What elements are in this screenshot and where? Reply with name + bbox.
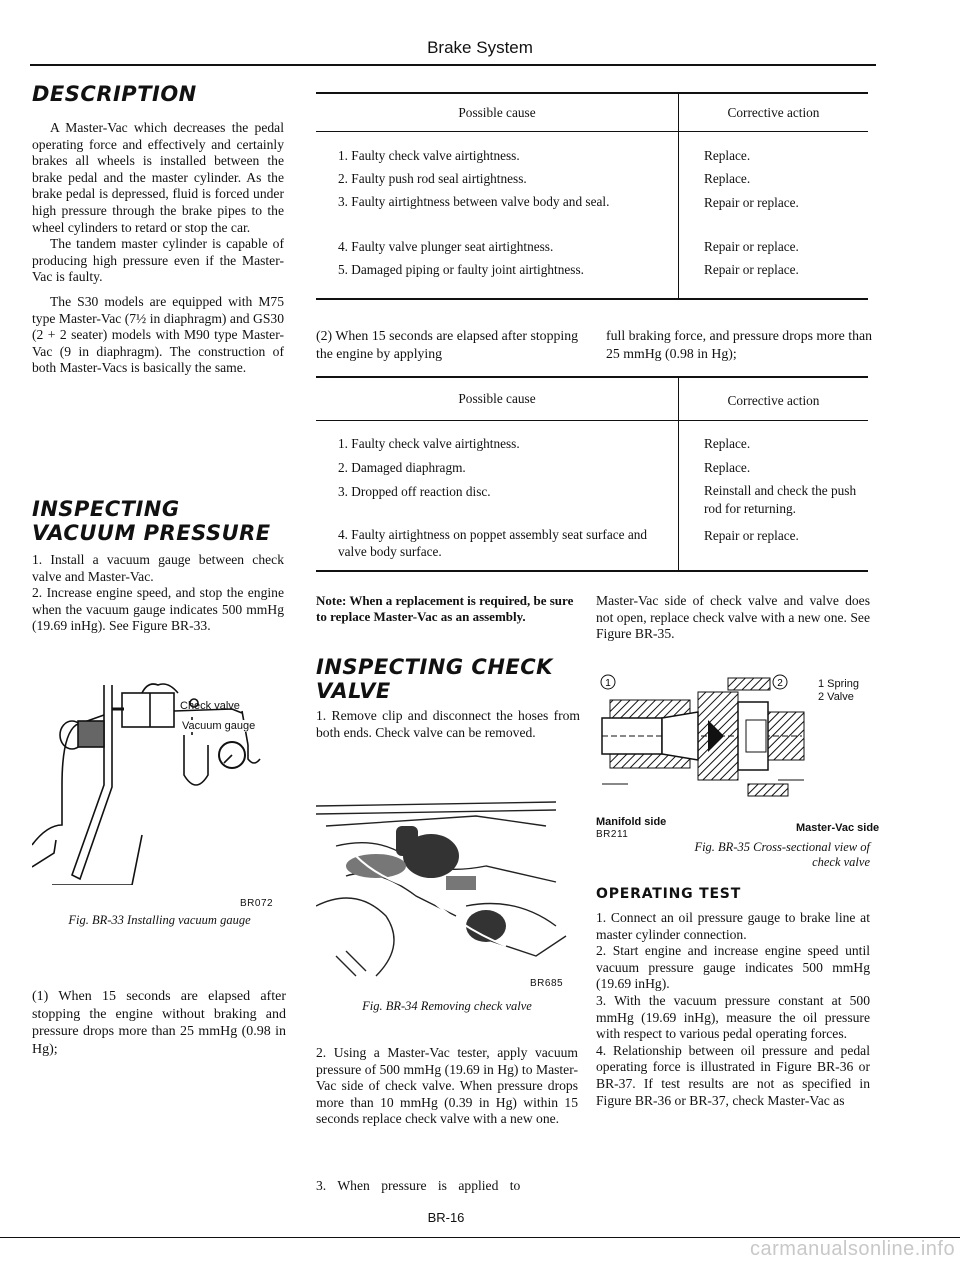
- table2-action: Replace.: [704, 436, 751, 451]
- check-valve-heading: [316, 655, 553, 703]
- description-p2: The tandem master cylinder is capable of producing high pressure even if the Master-Vac is faulty.: [32, 236, 284, 285]
- check-valve-step2: 2. Using a Master-Vac tester, apply vacuum pressure of 500 mmHg (19.69 in Hg) to Master-Vac side of check valve. When pressure drops more than 10 mmHg (0.39 in Hg) within 15 seconds replace check valve with a new one.: [316, 1045, 578, 1127]
- table1-row: [338, 146, 672, 165]
- svg-text:1: 1: [605, 678, 611, 689]
- svg-text:2: 2: [777, 678, 783, 689]
- table1-col-header-action: Corrective action: [727, 105, 820, 120]
- table2-action: Replace.: [704, 460, 751, 475]
- operating-test-steps: [596, 910, 870, 1109]
- heading-line: INSPECTING CHECK: [316, 655, 553, 679]
- step: 3. With the vacuum pressure constant at 500 mmHg (19.69 inHg), measure the oil pressure with respect to various pedal operating forces.: [596, 992, 870, 1042]
- check-valve-continued: Master-Vac side of check valve and valve does not open, replace check valve with a new one. See Figure BR-35.: [596, 593, 870, 642]
- operating-test-heading: OPERATING TEST: [596, 886, 742, 902]
- fig-br35-manifold-label: Manifold side: [596, 816, 667, 828]
- check-valve-step1: 1. Remove clip and disconnect the hoses from both ends. Check valve can be removed.: [316, 708, 580, 740]
- table1-row: [338, 260, 672, 279]
- step: 1. Install a vacuum gauge between check valve and Master-Vac.: [32, 552, 284, 584]
- fig-br34-caption: Fig. BR-34 Removing check valve: [362, 999, 532, 1013]
- fig-br35-code: BR211: [596, 829, 629, 840]
- table1-divider: [678, 92, 679, 300]
- table2-header-rule: [316, 420, 868, 421]
- table2-action: Reinstall and check the push rod for returning.: [704, 483, 857, 516]
- table2-row: [338, 434, 672, 453]
- table1-action: Replace.: [704, 148, 751, 163]
- table1-action: Repair or replace.: [704, 195, 799, 210]
- fig-label-vacuum-gauge: Vacuum gauge: [182, 720, 256, 732]
- description-p1: A Master-Vac which decreases the pedal operating force and effectively and certainly brakes all wheels is installed between the brake pedal and the master cylinder. As the brake pedal is depressed, fluid is forced under high pressure through the brake pipes to the wheel cylinders to retard or stop the car.: [32, 120, 284, 235]
- table1-cause: 4. Faulty valve plunger seat airtightness.: [338, 239, 554, 254]
- table1-action: Replace.: [704, 171, 751, 186]
- table1-action: Repair or replace.: [704, 262, 799, 277]
- page-number: BR-16: [427, 1210, 465, 1225]
- table1-row: [338, 193, 672, 210]
- condition-2-right: full braking force, and pressure drops more than 25 mmHg (0.98 in Hg);: [606, 328, 872, 361]
- table1-cause: 5. Damaged piping or faulty joint airtightness.: [338, 262, 584, 277]
- table2-action: Repair or replace.: [704, 528, 799, 543]
- fig-br33-code: BR072: [240, 898, 274, 909]
- condition-1: (1) When 15 seconds are elapsed after stopping the engine without braking and pressure drops more than 25 mmHg (0.98 in Hg);: [32, 989, 286, 1057]
- table1-row: [338, 169, 672, 188]
- table2-cause: 1. Faulty check valve airtightness.: [338, 436, 520, 451]
- step: 2. Start engine and increase engine speed until vacuum pressure gauge indicates 500 mmHg (19.69 inHg).: [596, 943, 870, 992]
- fig-br34-code: BR685: [530, 978, 564, 989]
- table1-cause: 2. Faulty push rod seal airtightness.: [338, 171, 527, 186]
- step: 2. Increase engine speed, and stop the engine when the vacuum gauge indicates 500 mmHg (19.69 inHg). See Figure BR-33.: [32, 585, 284, 634]
- table2-row: [338, 458, 672, 477]
- fig-label-check-valve: Check valve: [180, 700, 240, 712]
- condition-2-left: (2) When 15 seconds are elapsed after stopping the engine by applying: [316, 328, 578, 361]
- description-p3: The S30 models are equipped with M75 type Master-Vac (7½ in diaphragm) and GS30 (2 + 2 seater) models with M90 type Master-Vac (9 in diaphragm). The construction of both Master-Vacs is basically the same.: [32, 293, 284, 376]
- inspecting-vacuum-heading: [32, 497, 271, 545]
- table2-bottom-rule: [316, 570, 868, 572]
- table2-cause: 2. Damaged diaphragm.: [338, 460, 466, 475]
- step: 4. Relationship between oil pressure and pedal operating force is illustrated in Figure BR-36 or BR-37. If test results are not as specified in Figure BR-36 or BR-37, check Master-Vac as: [596, 1042, 870, 1108]
- fig-br35-caption: [600, 840, 870, 870]
- fig-br35-cross-section: [598, 672, 812, 802]
- table1-bottom-rule: [316, 298, 868, 300]
- table1-top-rule: [316, 92, 868, 94]
- heading-line: INSPECTING: [32, 497, 180, 521]
- check-valve-step3: 3. When pressure is applied to: [316, 1178, 521, 1193]
- table2-cause: 3. Dropped off reaction disc.: [338, 484, 491, 499]
- table1-col-header-cause: Possible cause: [458, 105, 536, 120]
- table2-cause: 4. Faulty airtightness on poppet assembly seat surface and valve body surface.: [338, 527, 648, 559]
- step: 1. Connect an oil pressure gauge to brake line at master cylinder connection.: [596, 910, 870, 942]
- table2-col-header-cause: Possible cause: [458, 391, 536, 406]
- heading-line: VACUUM PRESSURE: [32, 521, 271, 545]
- fig-br35-legend: [818, 678, 859, 704]
- caption-line: Fig. BR-35 Cross-sectional view of: [694, 840, 870, 854]
- fig-br35-mastervac-label: Master-Vac side: [796, 822, 880, 834]
- page-header-title: Brake System: [427, 38, 533, 57]
- caption-line: check valve: [812, 855, 870, 869]
- table2-row: [338, 482, 672, 501]
- table1-cause: 1. Faulty check valve airtightness.: [338, 148, 520, 163]
- table2-top-rule: [316, 376, 868, 378]
- table2-row: [338, 526, 672, 560]
- description-text: [32, 120, 284, 377]
- description-heading: DESCRIPTION: [32, 82, 197, 106]
- fig-br33-caption: Fig. BR-33 Installing vacuum gauge: [68, 913, 251, 927]
- note-replacement: Note: When a replacement is required, be sure to replace Master-Vac as an assembly.: [316, 593, 574, 624]
- legend-spring: 1 Spring: [818, 678, 859, 690]
- header-rule: [30, 64, 876, 66]
- table1-row: [338, 237, 672, 256]
- heading-line: VALVE: [316, 679, 391, 703]
- fig-br34-photo: [316, 786, 572, 982]
- table2-col-header-action: Corrective action: [727, 393, 820, 408]
- table1-header-rule: [316, 131, 868, 132]
- legend-valve: 2 Valve: [818, 691, 854, 703]
- table1-action: Repair or replace.: [704, 239, 799, 254]
- fig-br33-illustration: [32, 675, 284, 885]
- inspecting-vacuum-steps: [32, 552, 284, 635]
- table1-cause: 3. Faulty airtightness between valve body and seal.: [338, 194, 610, 209]
- watermark: carmanualsonline.info: [750, 1238, 956, 1260]
